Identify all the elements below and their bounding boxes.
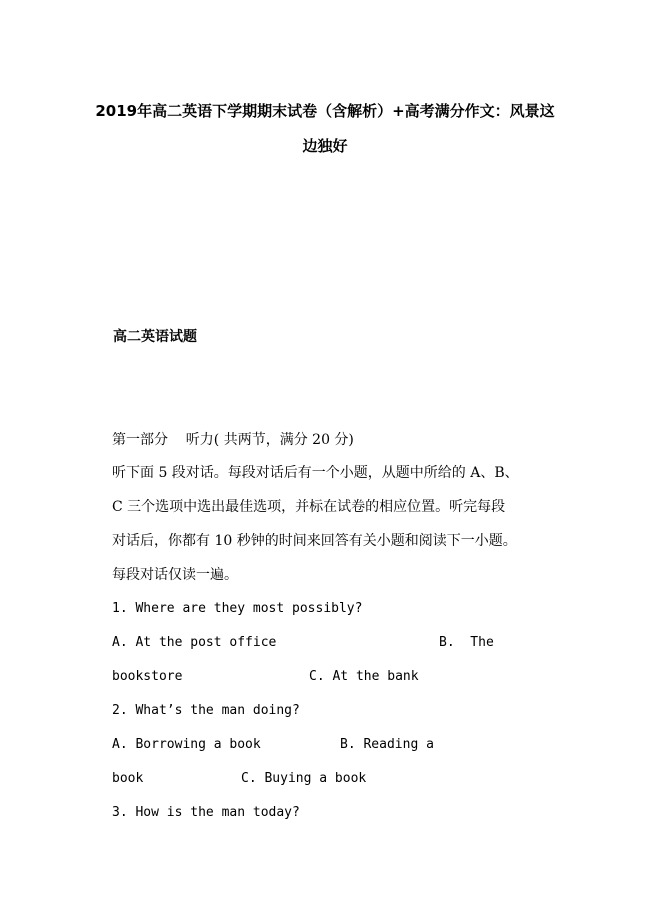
instruction-line-1: 听下面 5 段对话。每段对话后有一个小题，从题中所给的 A、B、 xyxy=(112,465,519,481)
question-1-option-b-end: bookstore xyxy=(112,669,183,684)
question-2-option-a: A. Borrowing a book xyxy=(112,737,261,752)
part-title: 第一部分 听力( 共两节，满分 20 分) xyxy=(112,432,354,448)
question-2-option-c: C. Buying a book xyxy=(241,771,367,786)
document-title-line-2: 边独好 xyxy=(302,137,348,155)
instruction-line-3: 对话后，你都有 10 秒钟的时间来回答有关小题和阅读下一小题。 xyxy=(112,533,517,549)
question-1-option-a: A. At the post office xyxy=(112,635,277,650)
question-2-option-b-end: book xyxy=(112,771,144,786)
question-1-option-b-start: B. The xyxy=(439,635,494,650)
instruction-line-2: C 三个选项中选出最佳选项，并标在试卷的相应位置。听完每段 xyxy=(112,499,506,515)
document-title-line-1: 2019年高二英语下学期期末试卷（含解析）+高考满分作文：风景这 xyxy=(95,102,555,120)
question-1-option-c: C. At the bank xyxy=(309,669,419,684)
question-1-stem: 1. Where are they most possibly? xyxy=(112,601,363,616)
section-heading: 高二英语试题 xyxy=(113,329,197,345)
question-3-stem: 3. How is the man today? xyxy=(112,805,300,820)
question-2-option-b-start: B. Reading a xyxy=(340,737,434,752)
question-2-stem: 2. What’s the man doing? xyxy=(112,703,300,718)
instruction-line-4: 每段对话仅读一遍。 xyxy=(112,567,238,583)
